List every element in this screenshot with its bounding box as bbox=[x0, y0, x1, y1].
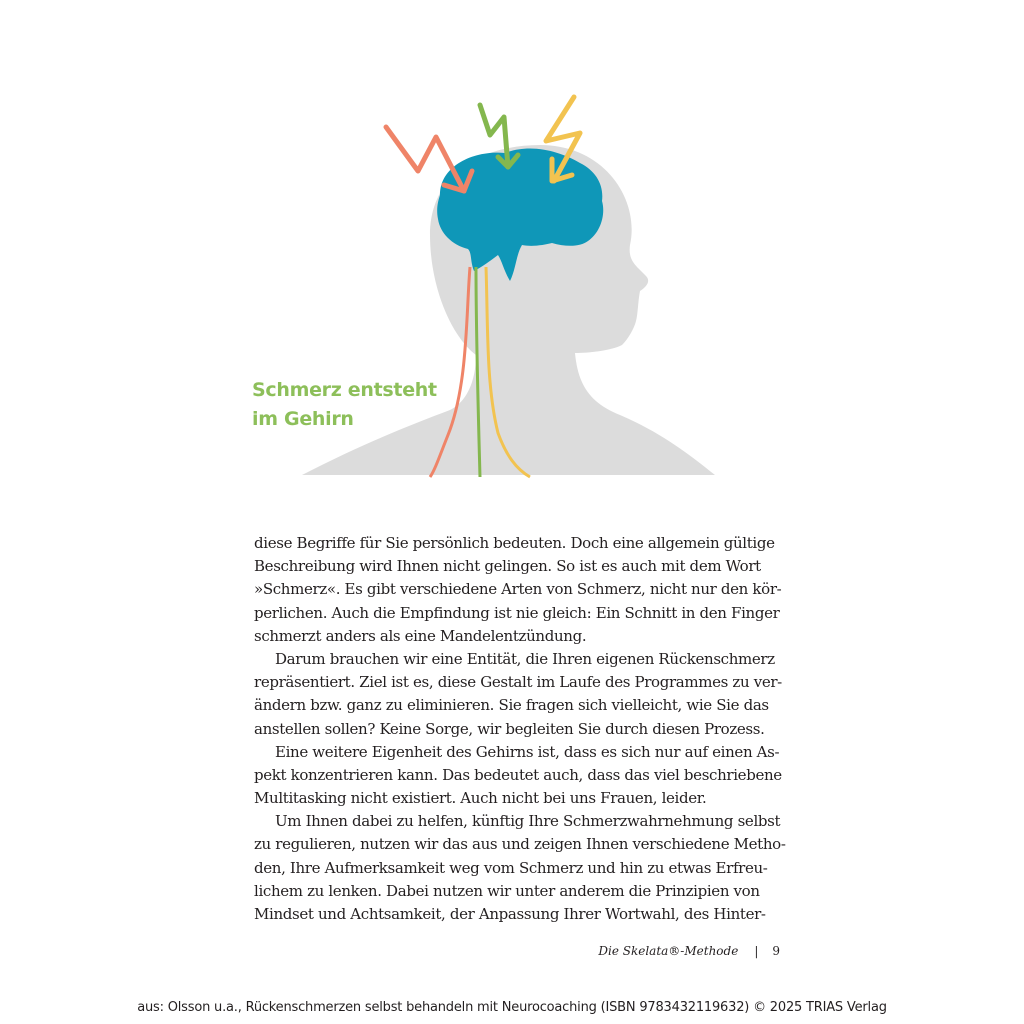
page-footer bbox=[598, 944, 780, 958]
text-line: den, Ihre Aufmerksamkeit weg vom Schmerz und hin zu etwas Erfreu- bbox=[254, 858, 768, 877]
text-line: Darum brauchen wir eine Entität, die Ihren eigenen Rückenschmerz bbox=[275, 649, 775, 668]
text-line: »Schmerz«. Es gibt verschiedene Arten von Schmerz, nicht nur den kör- bbox=[254, 580, 782, 599]
caption-line-1: Schmerz entsteht bbox=[252, 379, 437, 401]
source-credit: aus: Olsson u.a., Rückenschmerzen selbst behandeln mit Neurocoaching (ISBN 9783432119632) © 2025 TRIAS Verlag bbox=[137, 1000, 887, 1015]
text-line: Eine weitere Eigenheit des Gehirns ist, dass es sich nur auf einen As- bbox=[275, 742, 780, 761]
text-line: perlichen. Auch die Empfindung ist nie gleich: Ein Schnitt in den Finger bbox=[254, 603, 780, 622]
page-number: 9 bbox=[772, 944, 780, 958]
text-line: anstellen sollen? Keine Sorge, wir begleiten Sie durch diesen Prozess. bbox=[254, 719, 765, 738]
text-line: repräsentiert. Ziel ist es, diese Gestalt im Laufe des Programmes zu ver- bbox=[254, 673, 782, 692]
text-line: pekt konzentrieren kann. Das bedeutet auch, dass das viel beschriebene bbox=[254, 765, 782, 784]
figure-caption bbox=[252, 376, 437, 434]
text-line: schmerzt anders als eine Mandelentzündung. bbox=[254, 626, 587, 645]
caption-line-2: im Gehirn bbox=[252, 408, 354, 430]
text-line: Multitasking nicht existiert. Auch nicht bei uns Frauen, leider. bbox=[254, 789, 707, 808]
text-line: Um Ihnen dabei zu helfen, künftig Ihre Schmerzwahrnehmung selbst bbox=[275, 812, 781, 831]
running-title: Die Skelata®-Methode bbox=[598, 944, 739, 958]
text-line: Beschreibung wird Ihnen nicht gelingen. So ist es auch mit dem Wort bbox=[254, 557, 761, 576]
text-line: diese Begriffe für Sie persönlich bedeuten. Doch eine allgemein gültige bbox=[254, 534, 775, 552]
body-text bbox=[254, 532, 786, 926]
lightning-arrow-red-icon bbox=[386, 127, 472, 191]
text-line: Mindset und Achtsamkeit, der Anpassung Ihrer Wortwahl, des Hinter- bbox=[254, 905, 766, 923]
text-line: lichem zu lenken. Dabei nutzen wir unter anderem die Prinzipien von bbox=[254, 881, 760, 900]
text-line: zu regulieren, nutzen wir das aus und zeigen Ihnen verschiedene Metho- bbox=[254, 835, 786, 854]
footer-separator: | bbox=[754, 944, 759, 958]
text-line: ändern bzw. ganz zu eliminieren. Sie fragen sich vielleicht, wie Sie das bbox=[254, 696, 769, 715]
